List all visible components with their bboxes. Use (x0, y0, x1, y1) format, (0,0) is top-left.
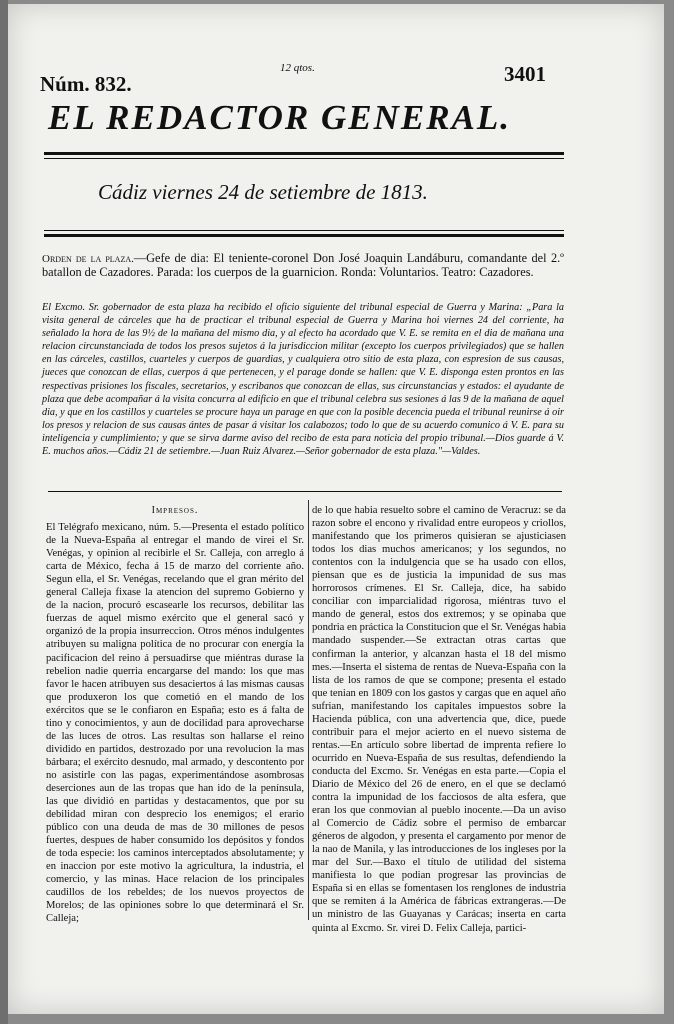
page-number: 3401 (504, 62, 546, 86)
impresos-left-column (46, 504, 304, 926)
date-rule-thin (44, 230, 564, 231)
scan-edge (0, 0, 8, 1024)
section-rule (48, 491, 562, 492)
issue-price: 12 qtos. (280, 62, 315, 74)
orden-text: —Gefe de dia: El teniente-coronel Don José Joaquin Landáburu, comandante del 2.º batallon de Cazadores. Parada: los cuerpos de la guarnicion. Ronda: Voluntarios. Teatro: Cazadores. (42, 251, 564, 280)
impresos-heading: Impresos. (151, 505, 199, 516)
impresos-right-column (312, 504, 566, 935)
newspaper-title: EL REDACTOR GENERAL. (48, 98, 512, 137)
dateline: Cádiz viernes 24 de setiembre de 1813. (98, 180, 428, 204)
impresos-right-text: de lo que habia resuelto sobre el camino de Veracruz: se da razon sobre el encono y rivalidad entre europeos y criollos, manifestando que los primeros quisieran se ajusticiasen todos los dias muchos americanos; y los segundos, no contentos con la indulgencia que se ha usado con ellos, piensan que es de justicia la impunidad de sus mas horrorosos crímenes. El Sr. Calleja, dice, ha sabido conciliar con imparcialidad rigorosa, miéntras tuvo el mando de general, estos dos extremos; y se opinaba que pondria en práctica la Constitucion que el Sr. Venégas habia mandado suspender.—Se extractan otras cartas que confirman la anterior, y alcanzan hasta el 18 del mismo mes.—Inserta el sistema de rentas de Nueva-España con la lista de los ramos de que se compone; presenta el estado que tenian en 1809 con los gastos y cargas que en aquel año sufrian, manifestando los capitales impuestos sobre la Hacienda pública, con una advertencia que, dice, puede contribuir para el mejor acierto en el nuevo sistema de rentas.—En artículo sobre libertad de imprenta refiere lo ocurrido en Nueva-España de sus resultas, defendiendo la conducta del Excmo. Sr. Venégas en esta parte.—Copia el Diario de México del 26 de enero, en el que se declamó contra la impunidad de los facciosos de alta esfera, que eran los que conmovian al pueblo inocente.—Da un aviso al Comercio de Cádiz sobre el permiso de embarcar géneros de algodon, y presenta el cargamento por menor de la nao de Manila, y las introducciones de los ingleses por la mar del Sur.—Baxo el título de utilidad del sistema manifiesta lo que podian progresar las provincias de España si en ellas se fomentasen los renglones de industria que se remiten á la América de fábricas extrangeras.—De un ministro de las Guayanas y Carácas; inserta en carta quinta al Excmo. Sr. virei D. Felix Calleja, partici- (312, 505, 566, 934)
column-divider (308, 500, 309, 920)
date-rule-thick (44, 234, 564, 237)
orden-label: Orden de la plaza. (42, 253, 134, 265)
newspaper-page (8, 4, 664, 1014)
title-rule-thin (44, 158, 564, 159)
oficio-text: El Excmo. Sr. gobernador de esta plaza ha recibido el oficio siguiente del tribunal especial de Guerra y Marina: „Para la visita general de cárceles que ha de practicar el tribunal especial de Guerra y Marina hoi viernes 24 del corriente, ha señalado la hora de las 9½ de la mañana del mismo dia, y al efecto ha acordado que V. E. se remita en el dia de mañana una relacion circunstanciada de todos los presos sujetos á la jurisdiccion militar (excepto los cuerpos privilegiados) que se hallen en las cárceles, castillos, cuarteles y cuerpos de guardias, y cualquiera otro sitio de esta plaza, con espresion de sus causas, jueces que conozcan de ellas, cuerpos á que pertenecen, y el parage donde se hallen: que V. E. disponga esten prontos en las respectivas prisiones los fiscales, secretarios, y escribanos que conozcan de ellas, sus circunstancias y estados: el ayudante de plaza que debe acompañar á la visita concurra al edificio en que el tribunal celebra sus sesiones á las 9 de la mañana de aquel dia, y que en los castillos y cuarteles se procure haya un parage en que con la posible decencia pueda el tribunal reunirse á oir los presos y relacion de sus causas ántes de pasar á visitar los calabozos; todo lo que de su acuerdo comunico á V. E. para su inteligencia y cumplimiento; y que se sirva darme aviso del recibo de esta para noticia del propio tribunal.—Dios guarde á V. E. muchos años.—Cádiz 21 de setiembre.—Juan Ruiz Alvarez.—Señor gobernador de esta plaza."—Valdes. (42, 302, 564, 458)
orden-de-la-plaza (42, 252, 564, 280)
impresos-left-text: El Telégrafo mexicano, núm. 5.—Presenta el estado político de la Nueva-España al entregar el mando de virei el Sr. Venégas, y opinion al recibirle el Sr. Calleja, con arreglo á carta de México, fecha á 15 de marzo del corriente año. Segun ella, el Sr. Venégas, recelando que el gran mérito del general Calleja fixase la atencion del supremo Gobierno y de la nacion, procuró escasearle los recursos, debilitar las fuerzas de aquel mismo exército que el general sacó y organizó de la propia insurreccion. Otros ménos indulgentes atribuyen su maligna política de no procurar con energía la pacificacion del reino á persuadirse que miéntras durase la rebelion nadie querria encargarse del mando: los que mas favor le hacen atribuyen sus desaciertos á las mismas causas que produxeron los que cometió en el mando de los exércitos que se le confiaron en España; esto es á falta de tino y conocimientos, y aun de docilidad para aprovecharse de las luces de otros. Las resultas son hallarse el reino dividido en partidos, destrozado por una revolucion la mas bárbara; el exército desnudo, mal armado, y descontento por no asistirle con las pagas, experimentándose asombrosas deserciones aun de las tropas que han ido de la península, las que dividió en partidas y destacamentos, que por su debilidad miran con desprecio los enemigos; el erario público con una deuda de mas de 30 millones de pesos fuertes, despues de haber consumido los depósitos y fondos de toda especie: los caminos interceptados absolutamente; y en inaccion por este motivo la agricultura, la industria, el comercio, y las minas. Hace relacion de los principales caudillos de los rebeldes; de los nuevos proyectos de Morelos; de las opiniones sobre lo que determinará el Sr. Calleja; (46, 522, 304, 925)
issue-number: Núm. 832. (40, 72, 132, 96)
title-rule-thick (44, 152, 564, 155)
